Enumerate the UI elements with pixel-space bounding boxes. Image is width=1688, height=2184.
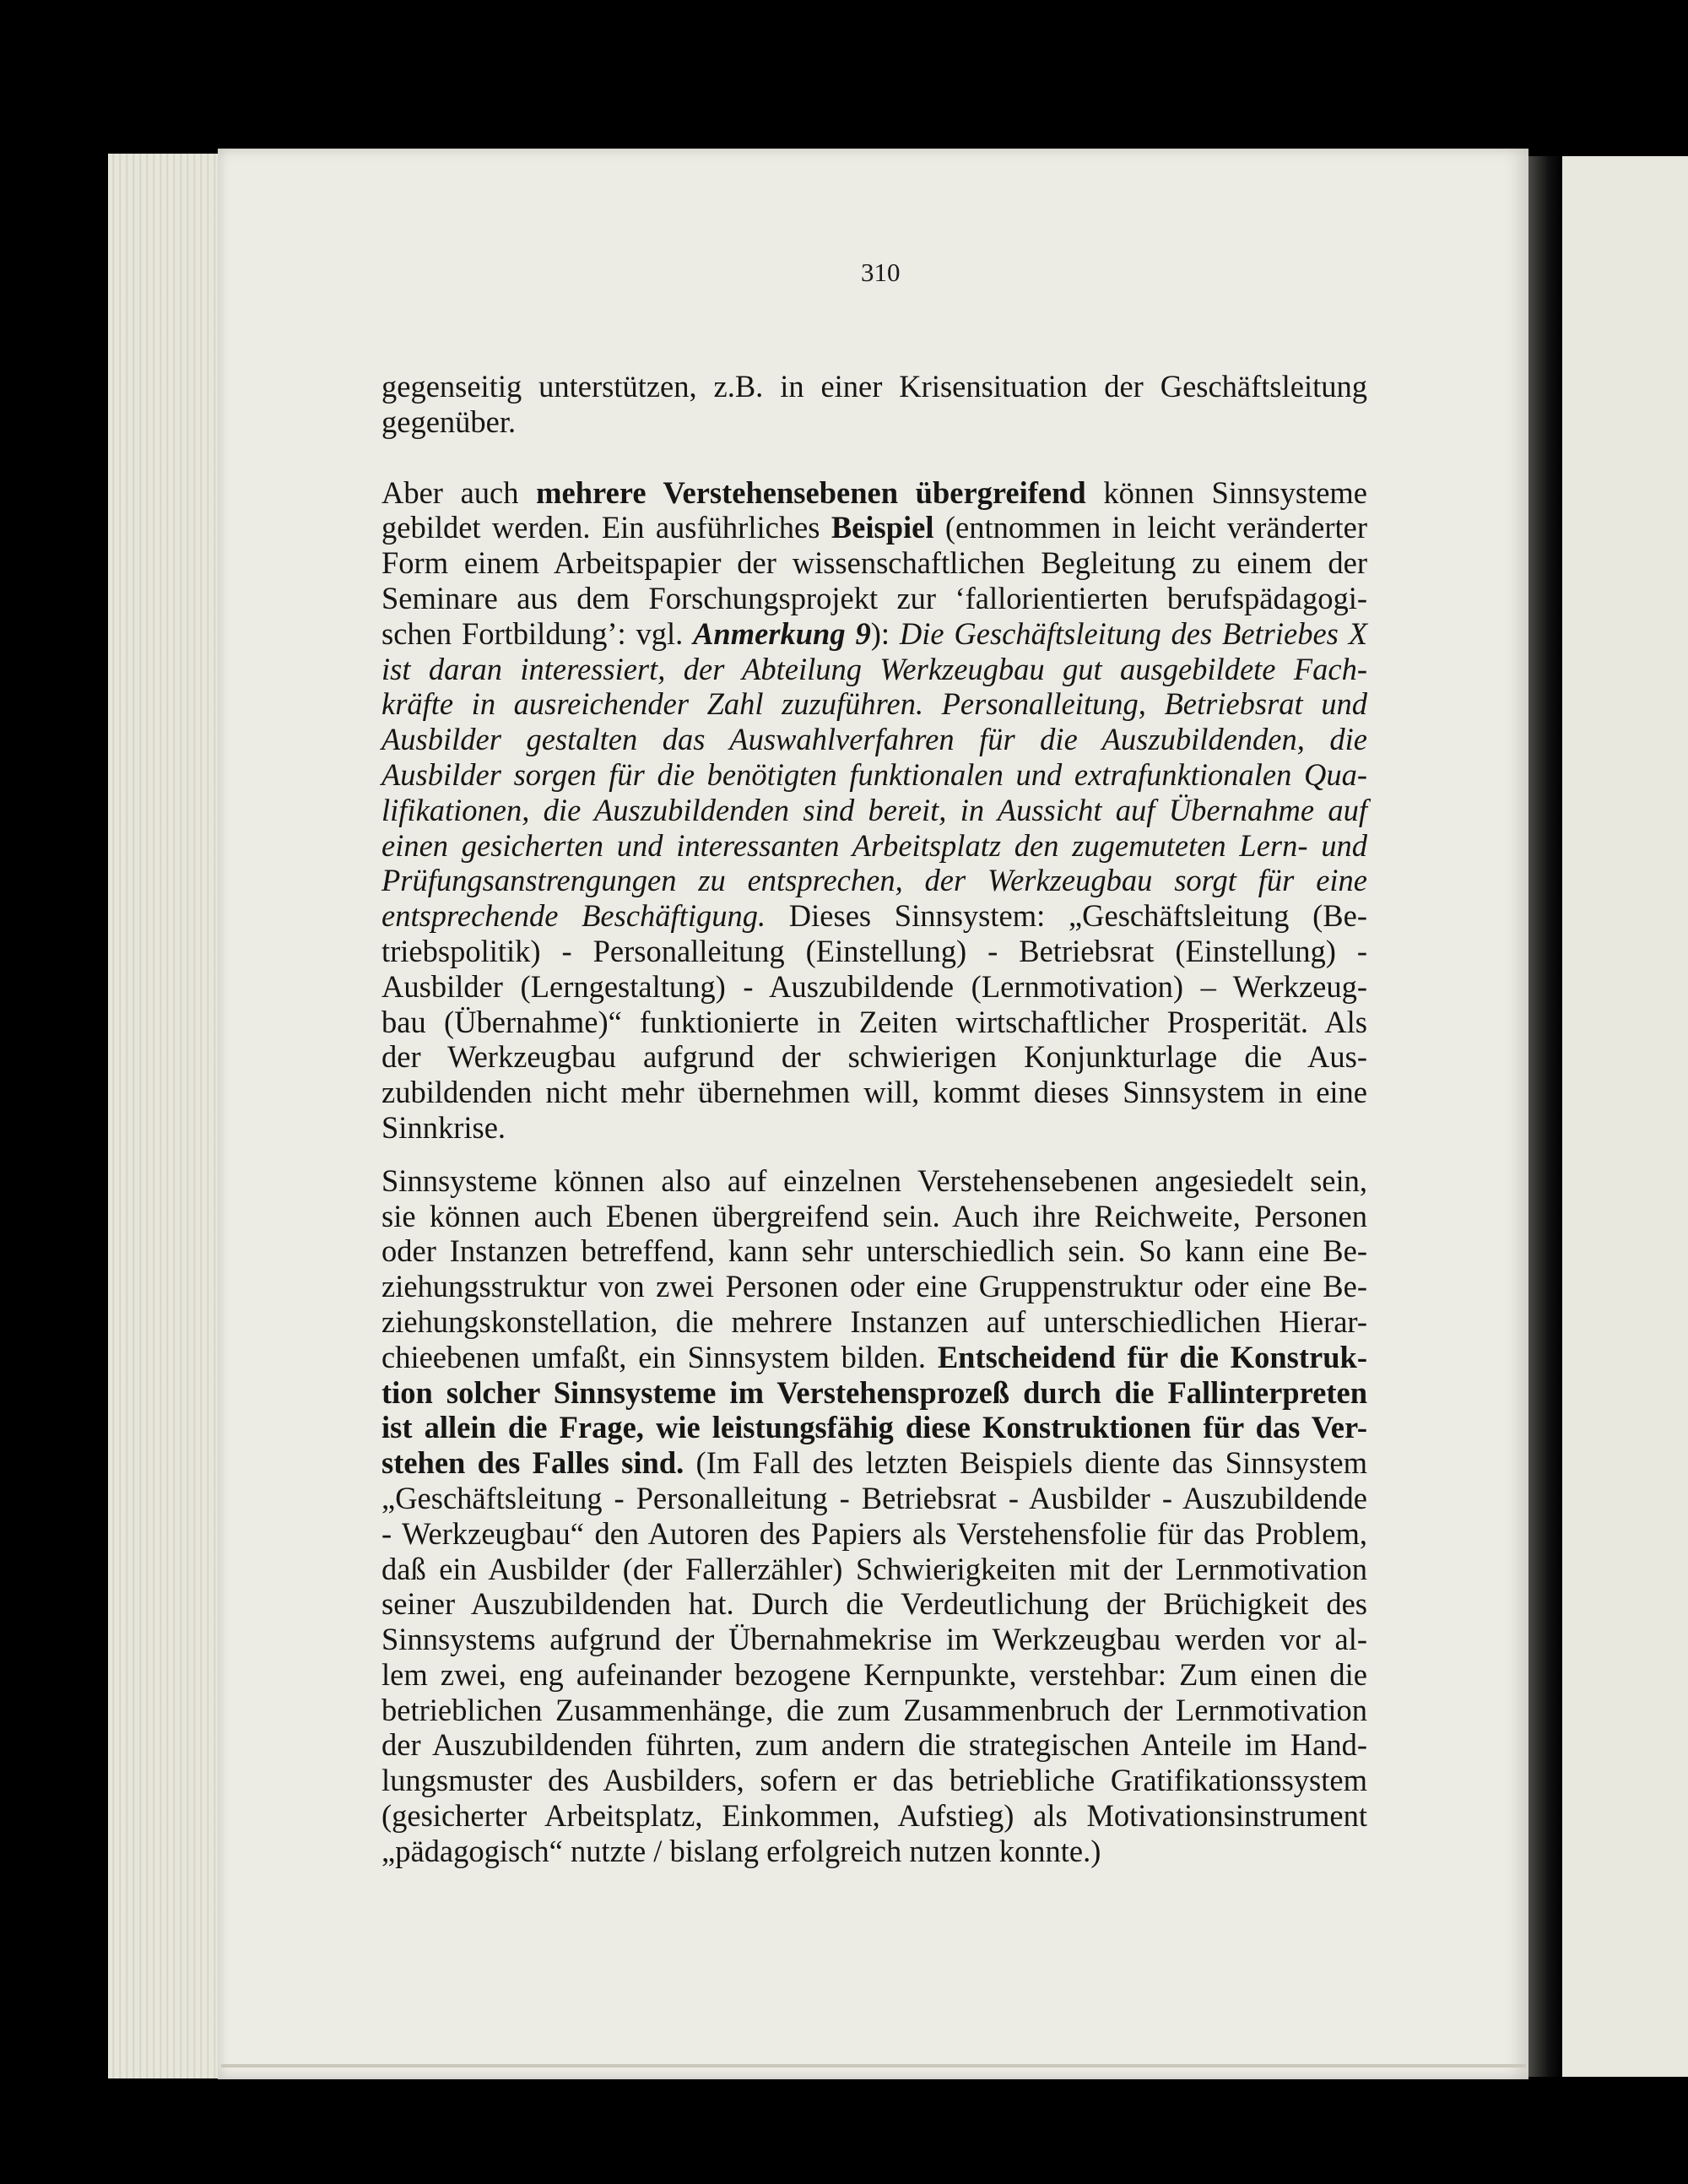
facing-page-edge (1562, 156, 1688, 2077)
bold-text: Beispiel (830, 510, 934, 545)
italic-text: kräfte in ausreichender Zahl zuzuführen. Personalleitung, Betriebsrat und (381, 686, 1367, 722)
text-line (381, 1834, 1367, 1869)
page-number: 310 (861, 257, 901, 287)
text-line (381, 1586, 1367, 1622)
text-line (381, 1163, 1367, 1199)
text-line (381, 1552, 1367, 1587)
text-line (381, 793, 1367, 828)
text-line (381, 1727, 1367, 1763)
italic-text: Die Geschäftsleitung des Betriebes X (899, 615, 1368, 651)
text-span: lungsmuster des Ausbilders, sofern er das betriebliche Gratifikationssystem (381, 1763, 1367, 1798)
text-span: schen Fortbildung’: vgl. (381, 615, 694, 651)
text-line (381, 510, 1367, 545)
paragraph-gap (381, 440, 1367, 475)
text-span: (entnommen in leicht veränderter (933, 510, 1367, 545)
text-span: daß ein Ausbilder (der Fallerzähler) Schwierigkeiten mit der Lernmotivation (381, 1551, 1367, 1586)
text-line (381, 1199, 1367, 1234)
bold-text: Entscheidend für die Konstruk- (937, 1339, 1367, 1374)
text-span: Form einem Arbeitspapier der wissenschaftlichen Begleitung zu einem der (381, 545, 1367, 581)
text-line (381, 1075, 1367, 1110)
text-span: (Im Fall des letzten Beispiels diente das Sinnsystem (684, 1445, 1367, 1481)
text-span: lem zwei, eng aufeinander bezogene Kernpunkte, verstehbar: Zum einen die (381, 1656, 1367, 1692)
text-line (381, 1269, 1367, 1304)
italic-text: lifikationen, die Auszubildenden sind bereit, in Aussicht auf Übernahme auf (381, 792, 1367, 827)
text-span: Sinnsystems aufgrund der Übernahmekrise im Werkzeugbau werden vor al- (381, 1622, 1367, 1657)
text-line (381, 1304, 1367, 1340)
text-span: bau (Übernahme)“ funktionierte in Zeiten wirtschaftlicher Prosperität. Als (381, 1004, 1367, 1039)
text-span: Ausbilder (Lerngestaltung) - Auszubildende (Lernmotivation) – Werkzeug- (381, 968, 1367, 1004)
text-span: Seminare aus dem Forschungsprojekt zur ‘fallorientierten berufspädagogi- (381, 580, 1367, 615)
text-span: zubildenden nicht mehr übernehmen will, kommt dieses Sinnsystem in eine (381, 1075, 1367, 1110)
text-line (381, 1516, 1367, 1552)
text-span: (gesicherter Arbeitsplatz, Einkommen, Aufstieg) als Motivationsinstrument (381, 1798, 1367, 1834)
italic-text: Ausbilder gestalten das Auswahlverfahren für die Auszubildenden, die (381, 722, 1367, 757)
italic-text: einen gesicherten und interessanten Arbeitsplatz den zugemuteten Lern- und (381, 827, 1367, 863)
text-line (381, 1693, 1367, 1728)
text-line (381, 1410, 1367, 1445)
text-line (381, 1481, 1367, 1516)
text-span: triebspolitik) - Personalleitung (Einstellung) - Betriebsrat (Einstellung) - (381, 933, 1367, 968)
text-line (381, 1039, 1367, 1075)
text-line (381, 404, 1367, 440)
text-line (381, 898, 1367, 934)
text-span: - Werkzeugbau“ den Autoren des Papiers als Verstehensfolie für das Problem, (381, 1515, 1367, 1551)
text-line (381, 1763, 1367, 1798)
text-span: gegenseitig unterstützen, z.B. in einer Krisensituation der Geschäftsleitung (381, 369, 1367, 404)
text-line (381, 969, 1367, 1005)
italic-text: Ausbilder sorgen für die benötigten funktionalen und extrafunktionalen Qua- (381, 756, 1367, 792)
text-line (381, 545, 1367, 581)
text-span: seiner Auszubildenden hat. Durch die Verdeutlichung der Brüchigkeit des (381, 1586, 1367, 1622)
bold-text: mehrere Verstehensebenen übergreifend (536, 474, 1086, 510)
body-text (381, 369, 1367, 1869)
text-line (381, 1622, 1367, 1657)
text-line (381, 369, 1367, 404)
book-gutter (1528, 156, 1562, 2077)
text-line (381, 1445, 1367, 1481)
text-span: ): (870, 615, 900, 651)
text-span: betrieblichen Zusammenhänge, die zum Zusammenbruch der Lernmotivation (381, 1692, 1367, 1727)
text-span: Sinnsysteme können also auf einzelnen Verstehensebenen angesiedelt sein, (381, 1162, 1367, 1198)
text-span: gegenüber. (381, 404, 517, 439)
text-span: der Werkzeugbau aufgrund der schwierigen Konjunkturlage die Aus- (381, 1039, 1367, 1075)
text-span: der Auszubildenden führten, zum andern die strategischen Anteile im Hand- (381, 1727, 1367, 1763)
text-line (381, 475, 1367, 511)
text-span: oder Instanzen betreffend, kann sehr unterschiedlich sein. So kann eine Be- (381, 1233, 1367, 1269)
italic-text: entsprechende Beschäftigung. (381, 898, 766, 934)
bold-text: ist allein die Frage, wie leistungsfähig diese Konstruktionen für das Ver- (381, 1410, 1367, 1445)
text-span: Dieses Sinnsystem: „Geschäftsleitung (Be- (766, 898, 1367, 934)
text-span: sie können auch Ebenen übergreifend sein. Auch ihre Reichweite, Personen (381, 1198, 1367, 1233)
text-span: ziehungskonstellation, die mehrere Instanzen auf unterschiedlichen Hierar- (381, 1303, 1367, 1339)
bold-text: stehen des Falles sind. (381, 1445, 684, 1481)
bold-italic-text: Anmerkung 9 (693, 615, 871, 651)
italic-text: ist daran interessiert, der Abteilung Werkzeugbau gut ausgebildete Fach- (381, 651, 1367, 686)
text-line (381, 581, 1367, 616)
text-line (381, 652, 1367, 687)
text-line (381, 828, 1367, 864)
text-span: Sinnkrise. (381, 1109, 506, 1145)
text-span: „pädagogisch“ nutzte / bislang erfolgreich nutzen konnte.) (381, 1833, 1101, 1868)
text-span: chieebenen umfaßt, ein Sinnsystem bilden. (381, 1339, 938, 1374)
italic-text: Prüfungsanstrengungen zu entsprechen, der Werkzeugbau sorgt für eine (381, 863, 1367, 898)
text-line (381, 616, 1367, 652)
text-line (381, 686, 1367, 722)
paragraph-gap (381, 1146, 1367, 1163)
page-stack-edge (108, 154, 230, 2078)
text-span: „Geschäftsleitung - Personalleitung - Betriebsrat - Ausbilder - Auszubildende (381, 1480, 1367, 1515)
bold-text: tion solcher Sinnsysteme im Verstehensprozeß durch die Fallinterpreten (381, 1374, 1367, 1410)
text-line (381, 1005, 1367, 1040)
text-line (381, 1657, 1367, 1693)
text-span: können Sinnsysteme (1085, 474, 1367, 510)
text-line (381, 934, 1367, 969)
text-span: Aber auch (381, 474, 537, 510)
text-line (381, 1110, 1367, 1146)
text-span: gebildet werden. Ein ausführliches (381, 510, 831, 545)
text-line (381, 722, 1367, 757)
text-line (381, 1340, 1367, 1375)
text-span: ziehungsstruktur von zwei Personen oder eine Gruppenstruktur oder eine Be- (381, 1269, 1367, 1304)
text-line (381, 1798, 1367, 1834)
text-line (381, 757, 1367, 793)
text-line (381, 863, 1367, 898)
text-line (381, 1375, 1367, 1411)
page-bottom-edge (221, 2064, 1526, 2067)
text-line (381, 1233, 1367, 1269)
